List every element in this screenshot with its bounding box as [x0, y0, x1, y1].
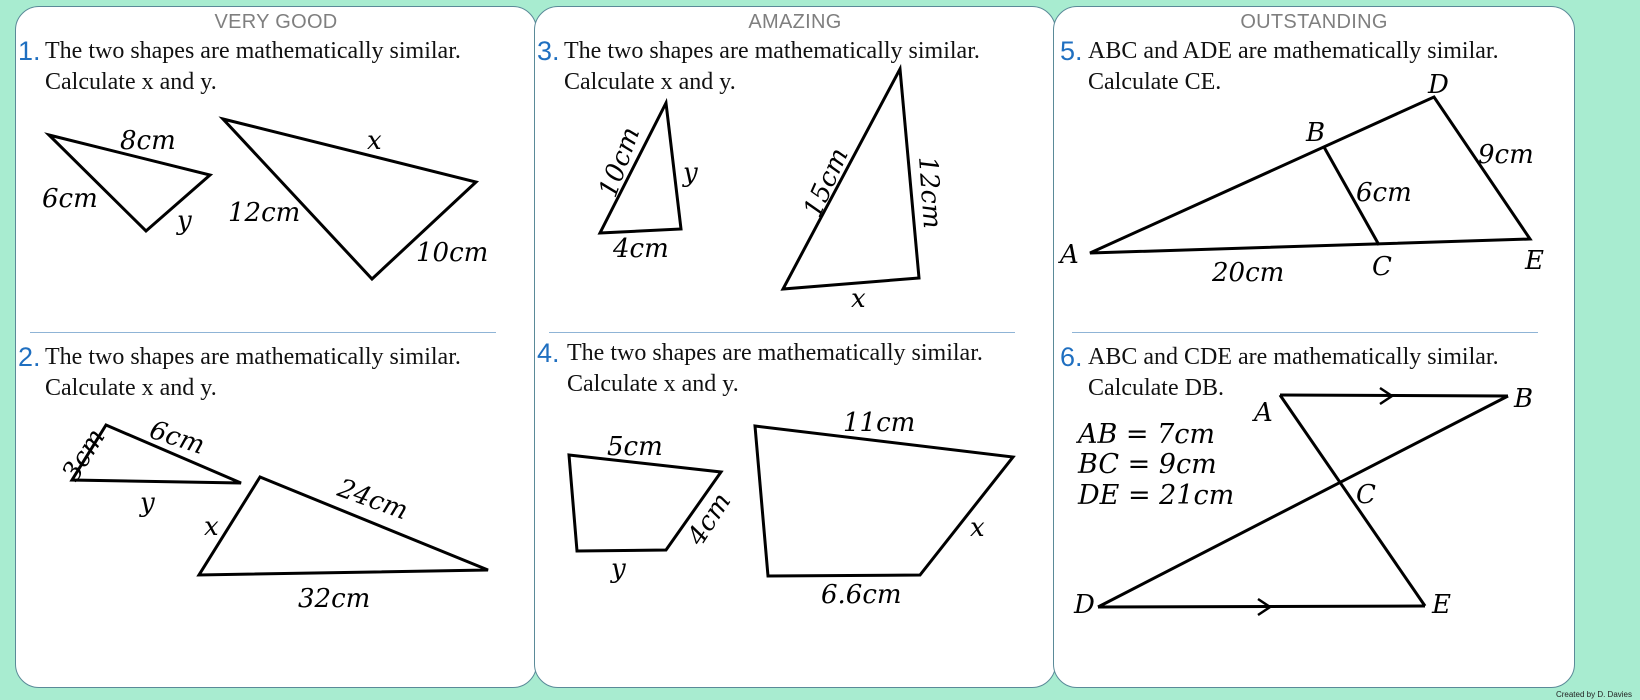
q4-label-c: y [611, 554, 626, 584]
q1-diagram [16, 97, 536, 297]
q5-vertex-e: E [1525, 246, 1544, 276]
q3-label-c: 4cm [613, 234, 669, 264]
question-line-1: ABC and ADE are mathematically similar. [1088, 38, 1499, 64]
question-line-1: The two shapes are mathematically similar. [45, 38, 461, 64]
q6-vertex-e: E [1432, 590, 1451, 620]
q4-large-quadrilateral [755, 426, 1013, 576]
q5-vertex-d: D [1428, 70, 1449, 100]
card-title: VERY GOOD [214, 11, 338, 33]
q1-label-a: 8cm [120, 126, 176, 156]
card-very-good [15, 6, 537, 688]
q4-label-e: x [970, 513, 985, 543]
q2-label-b: 6cm [145, 415, 209, 461]
q2-label-f: 32cm [298, 584, 371, 614]
q4-label-a: 5cm [607, 432, 663, 462]
equation: AB = 7cm [1078, 419, 1216, 450]
q2-label-c: y [140, 488, 155, 518]
q4-label-f: 6.6cm [821, 580, 902, 610]
divider [30, 332, 496, 333]
q3-label-a: 10cm [593, 123, 647, 202]
question-line-1: The two shapes are mathematically similar. [567, 340, 983, 366]
q5-vertex-c: C [1372, 252, 1392, 282]
q5-diagram [1054, 57, 1574, 297]
question-line-1: ABC and CDE are mathematically similar. [1088, 344, 1499, 370]
q3-large-triangle [783, 69, 919, 289]
question-line-2: Calculate x and y. [45, 375, 217, 401]
divider [1072, 332, 1538, 333]
q3-label-d: 15cm [797, 143, 855, 222]
card-amazing [534, 6, 1056, 688]
q2-diagram [16, 407, 536, 627]
question-line-2: Calculate x and y. [567, 371, 739, 397]
q2-label-d: 24cm [333, 473, 412, 527]
q1-label-d: x [367, 126, 382, 156]
question-text [567, 338, 983, 400]
q2-label-e: x [204, 512, 219, 542]
question-line-2: Calculate DB. [1088, 375, 1224, 401]
equation: BC = 9cm [1078, 449, 1217, 480]
question-text [45, 36, 461, 98]
q1-label-f: 10cm [416, 238, 489, 268]
q5-label-s3: 20cm [1212, 258, 1285, 288]
question-number: 3. [537, 36, 560, 66]
q6-segment-de [1098, 606, 1425, 607]
q5-label-s2: 6cm [1356, 178, 1412, 208]
q3-label-e: 12cm [912, 155, 947, 230]
question-number: 2. [18, 342, 41, 372]
q6-vertex-a: A [1254, 398, 1273, 428]
question-line-1: The two shapes are mathematically similar. [564, 38, 980, 64]
q4-label-b: 4cm [681, 487, 738, 551]
question-line-1: The two shapes are mathematically similar. [45, 344, 461, 370]
equation: DE = 21cm [1078, 480, 1235, 511]
question-text [45, 342, 461, 404]
q3-label-f: x [851, 284, 866, 314]
q6-vertex-b: B [1514, 384, 1534, 414]
q2-label-a: 3cm [56, 423, 112, 487]
question-line-2: Calculate CE. [1088, 69, 1222, 95]
q4-diagram [535, 397, 1055, 627]
divider [549, 332, 1015, 333]
card-outstanding [1053, 6, 1575, 688]
q4-label-d: 11cm [843, 408, 916, 438]
q6-vertex-c: C [1356, 480, 1376, 510]
q5-label-s1: 9cm [1478, 140, 1534, 170]
question-number: 1. [18, 36, 41, 66]
card-title: OUTSTANDING [1240, 11, 1388, 33]
question-number: 5. [1060, 36, 1083, 66]
q5-vertex-a: A [1060, 240, 1079, 270]
q5-vertex-b: B [1306, 118, 1326, 148]
question-number: 4. [537, 338, 560, 368]
question-line-2: Calculate x and y. [564, 69, 736, 95]
q6-vertex-d: D [1074, 590, 1095, 620]
q3-diagram [535, 57, 1055, 317]
question-line-2: Calculate x and y. [45, 69, 217, 95]
q6-diagram [1054, 377, 1574, 627]
q3-label-b: y [683, 158, 698, 188]
q1-label-b: 6cm [42, 184, 98, 214]
q1-label-c: y [177, 206, 192, 236]
q1-label-e: 12cm [228, 198, 301, 228]
question-number: 6. [1060, 342, 1083, 372]
card-title: AMAZING [748, 11, 842, 33]
footer-credit: Created by D. Davies [1555, 690, 1632, 699]
